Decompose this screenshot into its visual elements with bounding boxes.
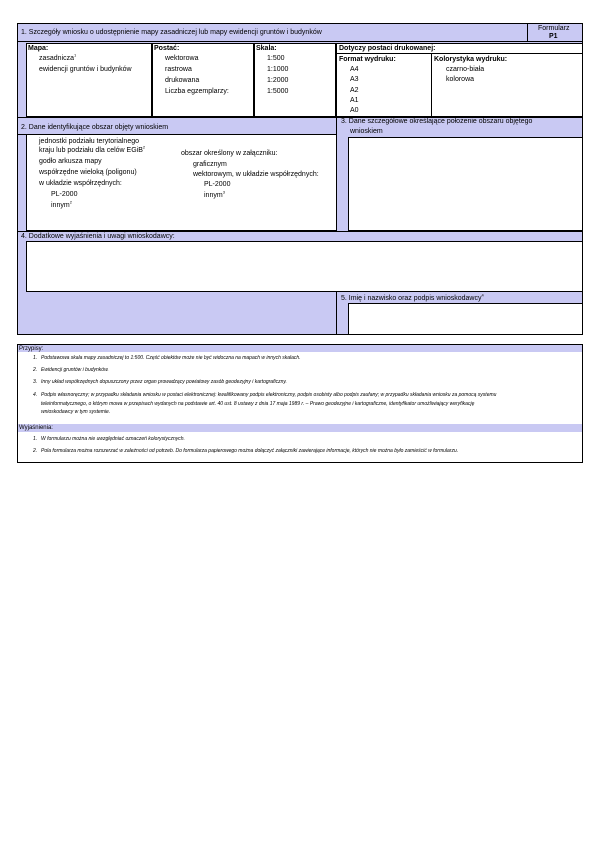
explanation-text: Pola formularza można rozszerzać w zależności od potrzeb. Do formularza papierowego można dołączyć załączniki zawierające informacje, których nie można było zamieścić w formularzu.	[41, 448, 459, 454]
format-option-print[interactable]: drukowana	[165, 77, 200, 84]
print-format-a1[interactable]: A1	[350, 97, 359, 104]
attachment-pl2000-option[interactable]: PL-2000	[204, 181, 231, 188]
scale-option-500[interactable]: 1:500	[267, 55, 285, 62]
print-header: Dotyczy postaci drukowanej:	[339, 45, 436, 52]
footnotes-title: Przypisy:	[19, 346, 44, 352]
print-color-bw[interactable]: czarno-biała	[446, 66, 485, 73]
footnote-text: wnioskodawcy w tym systemie.	[41, 409, 111, 415]
print-format-a3[interactable]: A3	[350, 76, 359, 83]
form-code: P1	[549, 33, 558, 40]
section-2-title: 2. Dane identyfikujące obszar objęty wnioskiem	[21, 124, 169, 131]
signature-field[interactable]	[348, 303, 583, 335]
explanation-num: 1.	[33, 436, 38, 442]
footnote-num: 4.	[33, 392, 38, 398]
print-format-a0[interactable]: A0	[350, 107, 359, 114]
copies-label: Liczba egzemplarzy:	[165, 88, 229, 95]
map-header: Mapa:	[28, 45, 49, 52]
coords-pl2000-option[interactable]: PL-2000	[51, 191, 78, 198]
footnote-num: 2.	[33, 367, 38, 373]
attachment-header: obszar określony w załączniku:	[181, 150, 278, 157]
print-format-header: Format wydruku:	[339, 56, 396, 63]
format-option-vector[interactable]: wektorowa	[165, 55, 199, 62]
map-option-cadastral[interactable]: ewidencji gruntów i budynków	[39, 66, 132, 73]
print-format-a2[interactable]: A2	[350, 87, 359, 94]
scale-option-1000[interactable]: 1:1000	[267, 66, 289, 73]
print-color-color[interactable]: kolorowa	[446, 76, 475, 83]
section-1-title: 1. Szczegóły wniosku o udostępnienie mapy zasadniczej lub mapy ewidencji gruntów i budynków	[21, 29, 322, 36]
format-option-raster[interactable]: rastrowa	[165, 66, 192, 73]
section-4-title: 4. Dodatkowe wyjaśnienia i uwagi wnioskodawcy:	[21, 233, 175, 240]
footnote-num: 3.	[33, 379, 38, 385]
scale-option-2000[interactable]: 1:2000	[267, 77, 289, 84]
explanation-text: W formularzu można nie uwzględniać oznaczeń kolorystycznych.	[41, 436, 185, 442]
unit-option-line2: kraju lub podziału dla celów EGiB$^2$	[39, 144, 146, 154]
attachment-other-option[interactable]: innym$^3$	[204, 189, 225, 199]
footnote-text: Ewidencji gruntów i budynków.	[41, 367, 109, 373]
coords-other-option[interactable]: innym$^2$	[51, 199, 72, 209]
map-option-base[interactable]: zasadnicza$^1$	[39, 52, 77, 62]
coords-option[interactable]: współrzędne wieloką (poligonu)	[39, 169, 137, 176]
explanation-num: 2.	[33, 448, 38, 454]
section-5-title: 5. Imię i nazwisko oraz podpis wnioskodawcy$^4$	[341, 292, 484, 302]
format-header: Postać:	[154, 45, 180, 52]
additional-remarks-field[interactable]	[26, 241, 583, 292]
scale-option-5000[interactable]: 1:5000	[267, 88, 289, 95]
attachment-graphic-option[interactable]: graficznym	[193, 161, 227, 168]
coords-option-line2: w układzie współrzędnych:	[39, 180, 122, 187]
section-3-title: 3. Dane szczegółowe określające położenie obszaru objętego	[341, 118, 533, 125]
footnote-text: teleinformatycznego, o którym mowa w przepisach wydanych na podstawie art. 40 ust. 8 ustawy z dnia 17 maja 1989 r. – Prawo geodezyjne i kartograficzne, identyfikator umożliwiający weryfikację	[41, 401, 475, 407]
footnote-text: Inny układ współrzędnych dopuszczony przez organ prowadzący powiatowy zasób geodezyjny i kartograficzny.	[41, 379, 287, 385]
footnote-text: Podpis własnoręczny; w przypadku składania wniosku w postaci elektronicznej: kwalifikowany podpis elektroniczny, podpis osobisty albo podpis zaufany; w przypadku składania wniosku za pomocą systemu	[41, 392, 497, 398]
sheet-option[interactable]: godło arkusza mapy	[39, 158, 102, 165]
scale-header: Skala:	[256, 45, 277, 52]
footnote-text: Podstawowa skala mapy zasadniczej to 1:500. Część obiektów może nie być widoczna na mapach w innych skalach.	[41, 355, 301, 361]
section-3-title-line2: wnioskiem	[350, 128, 383, 135]
location-details-field[interactable]	[348, 137, 583, 231]
attachment-vector-option[interactable]: wektorowym, w układzie współrzędnych:	[193, 171, 319, 178]
form-label: Formularz	[538, 25, 570, 32]
footnote-num: 1.	[33, 355, 38, 361]
explanations-title: Wyjaśnienia:	[19, 425, 53, 431]
print-color-header: Kolorystyka wydruku:	[434, 56, 508, 63]
print-format-a4[interactable]: A4	[350, 66, 359, 73]
unit-option[interactable]: jednostki podziału terytorialnego	[39, 138, 140, 145]
